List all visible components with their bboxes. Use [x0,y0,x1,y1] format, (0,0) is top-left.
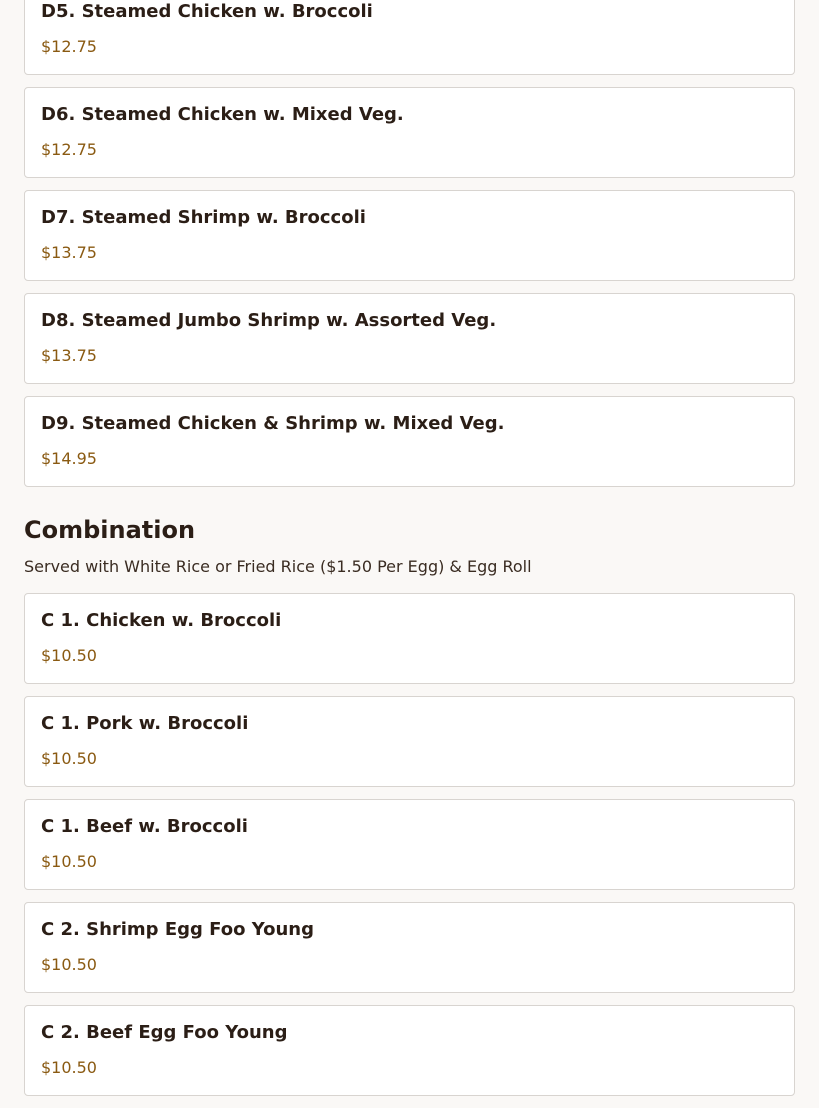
menu-item-price: $10.50 [41,852,97,871]
menu-item-name: C 1. Beef w. Broccoli [41,816,248,837]
menu-item-card[interactable] [24,0,795,75]
menu-item-card[interactable] [24,902,795,993]
menu-item-name: D7. Steamed Shrimp w. Broccoli [41,207,366,228]
menu-item-card[interactable] [24,1005,795,1096]
menu-item-price: $13.75 [41,346,97,365]
menu-item-card[interactable] [24,799,795,890]
menu-item-price: $10.50 [41,646,97,665]
menu-list [24,0,795,1108]
menu-item-name: D6. Steamed Chicken w. Mixed Veg. [41,104,404,125]
menu-item-price: $10.50 [41,1058,97,1077]
menu-item-price: $10.50 [41,955,97,974]
menu-item-name: D5. Steamed Chicken w. Broccoli [41,1,373,22]
section-header-combination [24,515,795,577]
menu-item-card[interactable] [24,293,795,384]
menu-item-name: C 2. Shrimp Egg Foo Young [41,919,314,940]
menu-item-name: C 1. Pork w. Broccoli [41,713,249,734]
menu-item-card[interactable] [24,190,795,281]
menu-item-name: D8. Steamed Jumbo Shrimp w. Assorted Veg. [41,310,497,331]
menu-item-name: C 2. Beef Egg Foo Young [41,1022,288,1043]
menu-item-price: $13.75 [41,243,97,262]
menu-item-price: $10.50 [41,749,97,768]
menu-item-card[interactable] [24,696,795,787]
menu-item-price: $12.75 [41,37,97,56]
menu-item-name: D9. Steamed Chicken & Shrimp w. Mixed Veg. [41,413,505,434]
section-description: Served with White Rice or Fried Rice ($1.50 Per Egg) & Egg Roll [24,557,532,576]
menu-item-price: $14.95 [41,449,97,468]
menu-item-price: $12.75 [41,140,97,159]
menu-item-card[interactable] [24,396,795,487]
menu-item-card[interactable] [24,87,795,178]
section-title: Combination [24,516,196,544]
menu-item-card[interactable] [24,593,795,684]
menu-item-name: C 1. Chicken w. Broccoli [41,610,282,631]
